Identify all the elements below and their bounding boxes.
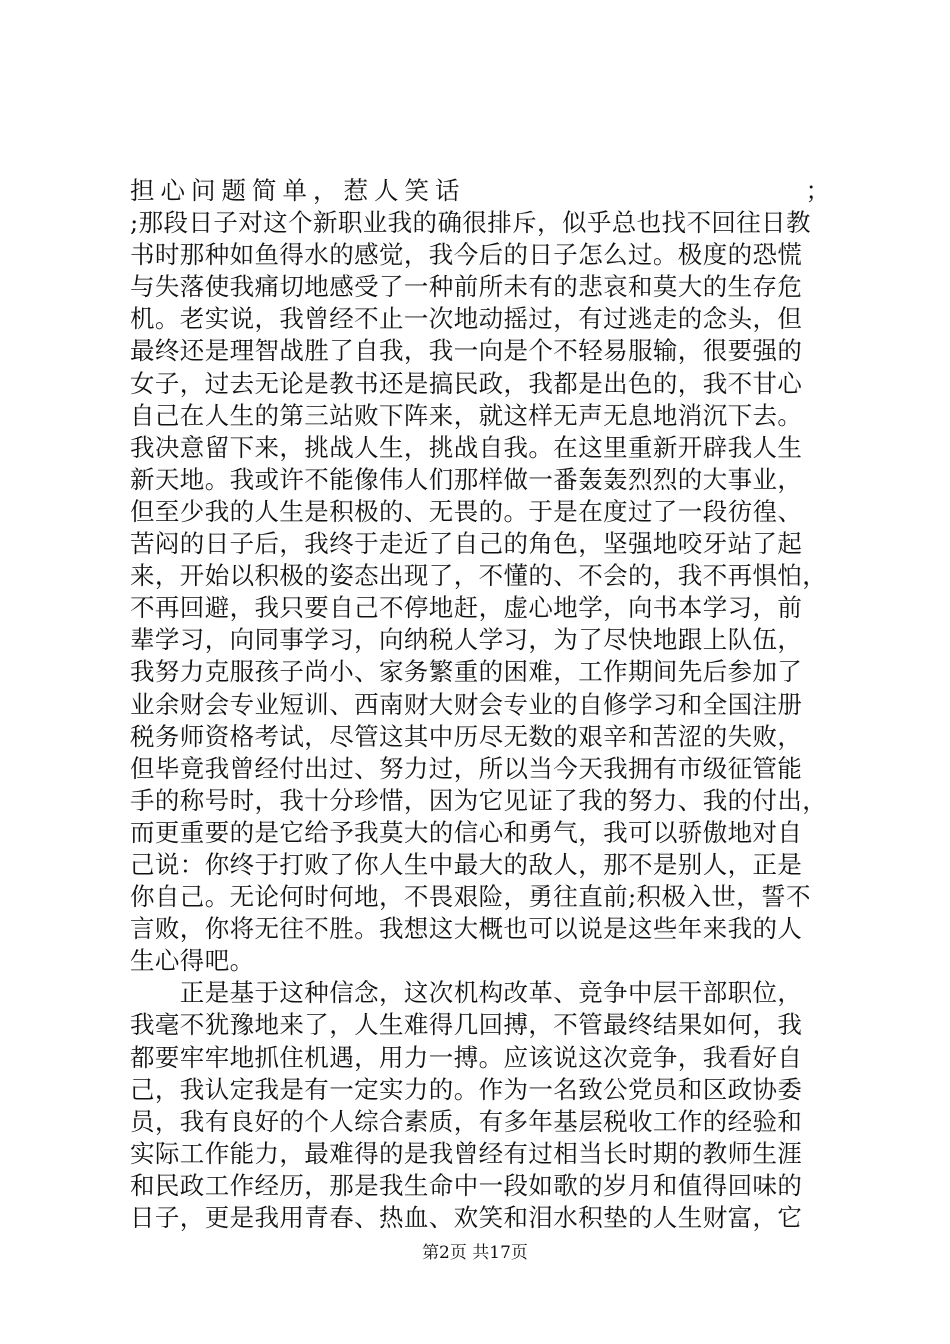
text-line-first [130, 175, 830, 207]
text-line: 你自己。无论何时何地，不畏艰险，勇往直前;积极入世，誓不 [130, 882, 811, 912]
text-line: 来，开始以积极的姿态出现了，不懂的、不会的，我不再惧怕， [130, 561, 828, 591]
text-line: 日子，更是我用青春、热血、欢笑和泪水积垫的人生财富，它 [130, 1203, 803, 1232]
text-lines [130, 207, 830, 1234]
first-line-text: 担心问题简单，惹人笑话 [130, 176, 466, 205]
text-line: 自己在人生的第三站败下阵来，就这样无声无息地消沉下去。 [130, 400, 803, 430]
text-line: 我毫不犹豫地来了，人生难得几回搏，不管最终结果如何，我 [130, 1010, 803, 1040]
text-line: 书时那种如鱼得水的感觉，我今后的日子怎么过。极度的恐慌 [130, 240, 803, 270]
text-line: 机。老实说，我曾经不止一次地动摇过，有过逃走的念头，但 [130, 304, 803, 334]
text-line: 辈学习，向同事学习，向纳税人学习，为了尽快地跟上队伍， [130, 625, 803, 655]
text-line: 都要牢牢地抓住机遇，用力一搏。应该说这次竞争，我看好自 [130, 1042, 803, 1072]
text-line: 言败，你将无往不胜。我想这大概也可以说是这些年来我的人 [130, 914, 803, 944]
text-line: 与失落使我痛切地感受了一种前所未有的悲哀和莫大的生存危 [130, 272, 803, 302]
text-line: 业余财会专业短训、西南财大财会专业的自修学习和全国注册 [130, 689, 803, 719]
text-line: 实际工作能力，最难得的是我曾经有过相当长时期的教师生涯 [130, 1138, 803, 1168]
text-line: 生心得吧。 [130, 946, 255, 976]
text-line: 己说：你终于打败了你人生中最大的敌人，那不是别人，正是 [130, 849, 803, 879]
text-line: ;那段日子对这个新职业我的确很排斥，似乎总也找不回往日教 [130, 208, 811, 238]
text-line: 税务师资格考试，尽管这其中历尽无数的艰辛和苦涩的失败， [130, 721, 803, 751]
text-line: 我决意留下来，挑战人生，挑战自我。在这里重新开辟我人生 [130, 432, 803, 462]
page-footer: 第2页 共17页 [422, 1243, 528, 1263]
text-line: 最终还是理智战胜了自我，我一向是个不轻易服输，很要强的 [130, 336, 803, 366]
text-line: 苦闷的日子后，我终于走近了自己的角色，坚强地咬牙站了起 [130, 529, 803, 559]
text-line: 但至少我的人生是积极的、无畏的。于是在度过了一段彷徨、 [130, 496, 803, 526]
text-line: 手的称号时，我十分珍惜，因为它见证了我的努力、我的付出， [130, 785, 828, 815]
text-line: 己，我认定我是有一定实力的。作为一名致公党员和区政协委 [130, 1074, 803, 1104]
first-line-trailing-mark: ； [805, 176, 830, 205]
text-line: 我努力克服孩子尚小、家务繁重的困难，工作期间先后参加了 [130, 657, 803, 687]
text-line: 新天地。我或许不能像伟人们那样做一番轰轰烈烈的大事业， [130, 464, 803, 494]
text-line: 不再回避，我只要自己不停地赶，虚心地学，向书本学习，前 [130, 593, 803, 623]
body-text [130, 175, 830, 1234]
text-line: 女子，过去无论是教书还是搞民政，我都是出色的，我不甘心 [130, 368, 803, 398]
text-line: 但毕竟我曾经付出过、努力过，所以当今天我拥有市级征管能 [130, 753, 803, 783]
text-line: 和民政工作经历，那是我生命中一段如歌的岁月和值得回味的 [130, 1170, 803, 1200]
text-line: 员，我有良好的个人综合素质，有多年基层税收工作的经验和 [130, 1106, 803, 1136]
text-line: 正是基于这种信念，这次机构改革、竞争中层干部职位， [130, 978, 803, 1008]
text-line: 而更重要的是它给予我莫大的信心和勇气，我可以骄傲地对自 [130, 817, 803, 847]
